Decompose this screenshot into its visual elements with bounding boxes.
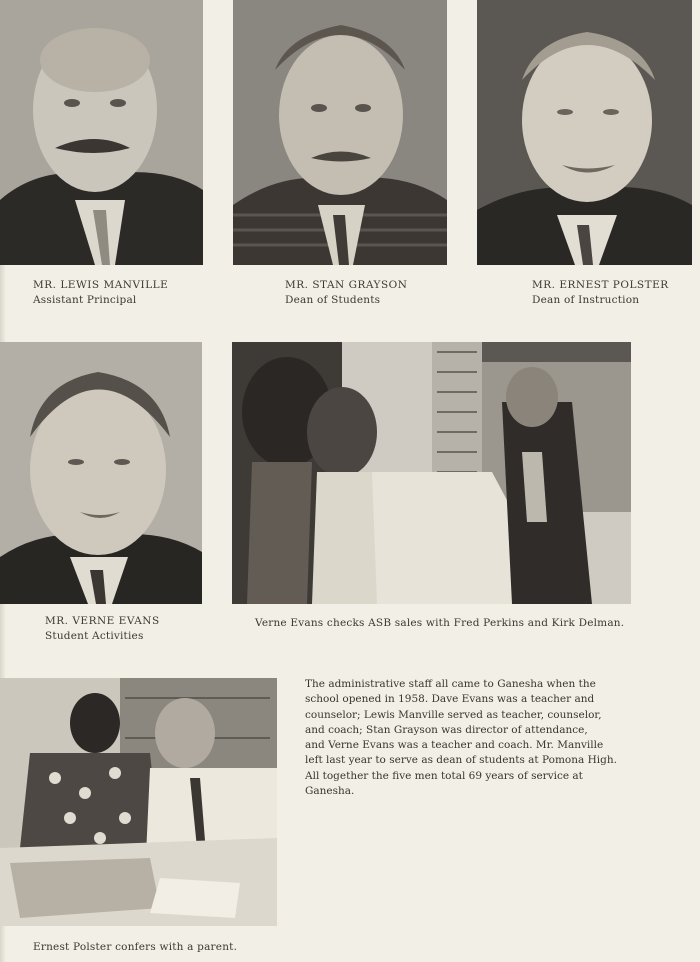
caption-polster [532, 278, 669, 308]
portrait-photo-evans [0, 342, 202, 604]
photo-asb-sales [232, 342, 631, 604]
article-body: The administrative staff all came to Ganesha when the school opened in 1958. Dave Evans was a teacher and counselor; Lewis Manville served as teacher, counselor, and coach; Stan Grayson was director of attendance, and Verne Evans was a teacher and coach. Mr. Manville left last year to serve as dean of students at Pomona High. All together the five men total 69 years of service at Ganesha. [305, 678, 617, 798]
caption-evans [45, 614, 160, 644]
caption-text: Ernest Polster confers with a parent. [33, 941, 238, 953]
portrait-photo-manville [0, 0, 203, 265]
caption-title: Dean of Students [285, 294, 381, 306]
caption-name: MR. ERNEST POLSTER [532, 279, 669, 291]
caption-parent [33, 940, 237, 955]
caption-grayson [285, 278, 407, 308]
caption-text: Verne Evans checks ASB sales with Fred Perkins and Kirk Delman. [255, 617, 625, 629]
photo-parent-conference [0, 678, 277, 926]
caption-name: MR. LEWIS MANVILLE [33, 279, 169, 291]
caption-asb-sales [255, 616, 624, 631]
caption-title: Dean of Instruction [532, 294, 640, 306]
portrait-photo-grayson [233, 0, 447, 265]
caption-name: MR. STAN GRAYSON [285, 279, 408, 291]
caption-title: Student Activities [45, 630, 144, 642]
caption-manville [33, 278, 168, 308]
caption-name: MR. VERNE EVANS [45, 615, 160, 627]
portrait-photo-polster [477, 0, 692, 265]
caption-title: Assistant Principal [33, 294, 137, 306]
